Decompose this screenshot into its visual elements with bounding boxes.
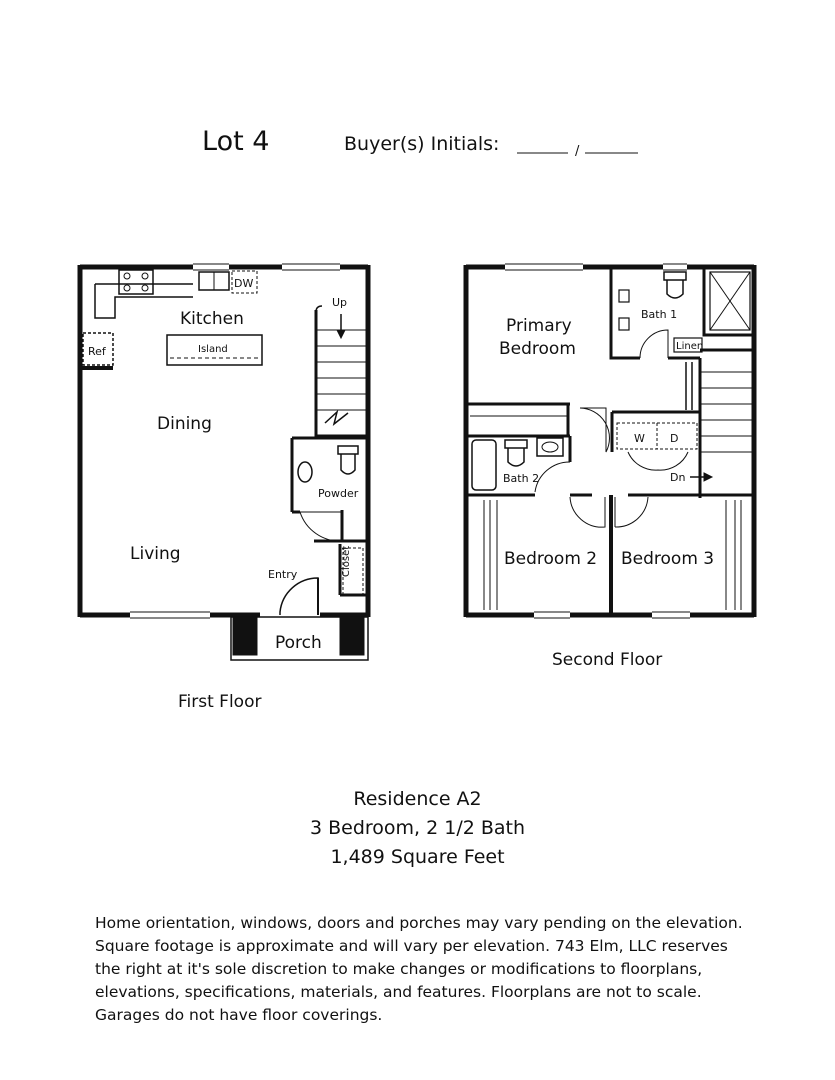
powder-label: Powder bbox=[318, 487, 359, 500]
primary-bedroom-label-line1: Primary bbox=[506, 316, 572, 336]
closet-label: Closet bbox=[341, 545, 352, 577]
residence-sqft: 1,489 Square Feet bbox=[330, 846, 505, 868]
dw-label: DW bbox=[234, 277, 254, 290]
residence-name: Residence A2 bbox=[353, 788, 482, 810]
kitchen-label: Kitchen bbox=[180, 309, 244, 329]
initials-separator: / bbox=[575, 144, 580, 159]
down-label: Dn bbox=[670, 471, 686, 484]
dryer-label: D bbox=[670, 432, 679, 445]
disclaimer-text: Home orientation, windows, doors and porches may vary pending on the elevation. Square footage is approximate and will vary per elevation. 743 Elm, LLC reserves the right at it's sole discretion to make changes or modifications to floorplans, elevations, specifications, materials, and features. Floorplans are not to scale. Garages do not have floor coverings. bbox=[95, 914, 743, 1024]
lot-title: Lot 4 bbox=[202, 126, 270, 157]
bedroom2-label: Bedroom 2 bbox=[504, 549, 598, 569]
residence-beds-baths: 3 Bedroom, 2 1/2 Bath bbox=[309, 817, 526, 839]
bedroom3-label: Bedroom 3 bbox=[621, 549, 715, 569]
washer-label: W bbox=[634, 432, 645, 445]
linen-label: Linen bbox=[676, 341, 704, 352]
second-floor-caption: Second Floor bbox=[552, 650, 663, 670]
initials-lines bbox=[517, 144, 638, 159]
living-label: Living bbox=[130, 544, 181, 564]
ref-label: Ref bbox=[88, 345, 106, 358]
primary-bedroom-label-line2: Bedroom bbox=[499, 339, 576, 359]
second-floor-labels bbox=[499, 308, 714, 569]
up-label: Up bbox=[332, 296, 348, 309]
porch-label: Porch bbox=[275, 633, 322, 653]
initials-label: Buyer(s) Initials: bbox=[344, 133, 500, 155]
dining-label: Dining bbox=[157, 414, 212, 434]
bath1-label: Bath 1 bbox=[641, 308, 678, 321]
bath2-label: Bath 2 bbox=[503, 472, 540, 485]
first-floor-caption: First Floor bbox=[178, 692, 262, 712]
island-label: Island bbox=[198, 344, 228, 355]
entry-label: Entry bbox=[268, 568, 298, 581]
